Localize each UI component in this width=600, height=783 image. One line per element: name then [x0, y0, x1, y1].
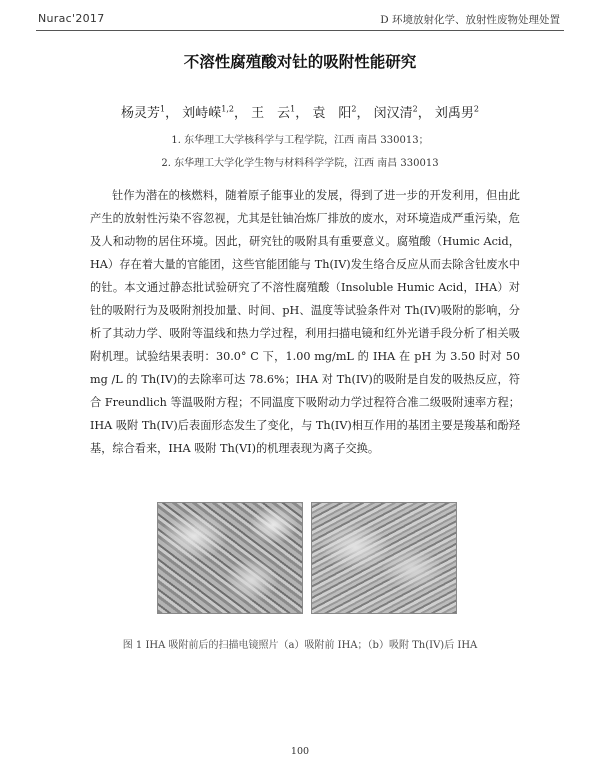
figure-caption: 图 1 IHA 吸附前后的扫描电镜照片（a）吸附前 IHA；（b）吸附 Th(IV)后 IHA	[122, 640, 478, 651]
sem-image-after-adsorption	[311, 502, 457, 614]
paper-title: 不溶性腐殖酸对钍的吸附性能研究	[183, 52, 417, 71]
author-affiliation-mark: 2	[412, 104, 418, 114]
sem-figure	[157, 502, 457, 614]
affiliation-1: 1. 东华理工大学核科学与工程学院，江西 南昌 330013；	[171, 135, 429, 146]
author: 袁 阳	[312, 106, 352, 121]
author: 刘峙嵘	[182, 106, 222, 121]
author-list: 杨灵芳$^1$， 刘峙嵘$^{1,2}$， 王 云$^1$， 袁 阳$^2$， 闵汉清$^2$， 刘禹男$^2$	[121, 104, 479, 121]
author: 刘禹男	[434, 106, 474, 121]
author: 杨灵芳	[121, 106, 161, 121]
author-affiliation-mark: 1	[160, 104, 166, 114]
affiliation-2: 2. 东华理工大学化学生物与材料科学学院，江西 南昌 330013	[161, 158, 439, 169]
page-number: 100	[290, 746, 310, 757]
conference-header: Nurac'2017	[38, 12, 105, 25]
sem-image-before-adsorption	[157, 502, 303, 614]
header-divider	[36, 30, 564, 31]
abstract-text: 钍作为潜在的核燃料，随着原子能事业的发展，得到了进一步的开发利用，但由此产生的放射性污染不容忽视，尤其是钍铀冶炼厂排放的废水，对环境造成严重污染，危及人和动物的居住环境。因此，研究钍的吸附具有重要意义。腐殖酸（Humic Acid，HA）存在着大量的官能团，这些官能团能与 Th(IV)发生络合反应从而去除含钍废水中的钍。本文通过静态批试验研究了不溶性腐殖酸（Insoluble Humic Acid，IHA）对钍的吸附行为及吸附剂投加量、时间、pH、温度等试验条件对 Th(IV)吸附的影响，分析了其动力学、吸附等温线和热力学过程，利用扫描电镜和红外光谱手段分析了相关吸附机理。试验结果表明：30.0° C 下，1.00 mg/mL 的 IHA 在 pH 为 3.50 时对 50 mg /L 的 Th(IV)的去除率可达 78.6%；IHA 对 Th(IV)的吸附是自发的吸热反应，符合 Freundlich 等温吸附方程；不同温度下吸附动力学过程符合准二级吸附速率方程；IHA 吸附 Th(IV)后表面形态发生了变化，与 Th(IV)相互作用的基团主要是羧基和酚羟基，综合看来，IHA 吸附 Th(VI)的机理表现为离子交换。	[90, 189, 520, 455]
author: 闵汉清	[373, 106, 413, 121]
author-affiliation-mark: 2	[473, 104, 479, 114]
author-affiliation-mark: 1	[290, 104, 296, 114]
section-header: D 环境放射化学、放射性废物处理处置	[380, 14, 560, 26]
author-affiliation-mark: 1,2	[221, 104, 234, 114]
author-affiliation-mark: 2	[351, 104, 357, 114]
author: 王 云	[251, 106, 291, 121]
